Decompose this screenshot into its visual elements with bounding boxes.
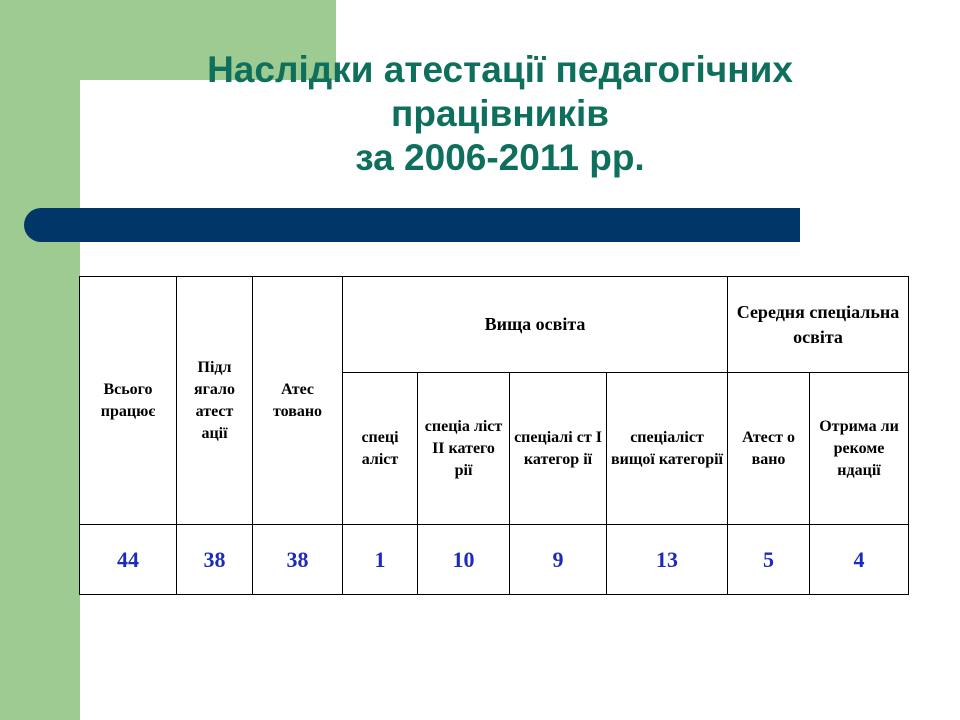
value-subject: 38 [177,525,253,595]
title-line-1: Наслідки атестації педагогічних [207,49,793,90]
header-secondary-education: Середня спеціальна освіта [728,277,909,373]
header-higher-education: Вища освіта [343,277,728,373]
value-secondary-recommended: 4 [810,525,909,595]
header-secondary-recommended: Отрима ли рекоме ндації [810,373,909,525]
title-line-2: працівників [391,93,609,134]
value-specialist-cat1: 9 [510,525,607,595]
attestation-table [79,276,909,595]
slide-title [150,48,850,180]
left-accent-bar [0,0,80,720]
header-total: Всього працює [80,277,177,525]
header-attested: Атес товано [253,277,343,525]
value-secondary-attested: 5 [728,525,810,595]
header-secondary-attested: Атест о вано [728,373,810,525]
header-specialist: спеці аліст [343,373,418,525]
value-total: 44 [80,525,177,595]
value-specialist-top: 13 [607,525,728,595]
value-specialist-cat2: 10 [418,525,510,595]
title-line-3: за 2006-2011 рр. [355,137,645,178]
header-specialist-cat2: спеціа ліст ІІ катего рії [418,373,510,525]
value-specialist: 1 [343,525,418,595]
header-specialist-top: спеціаліст вищої категорії [607,373,728,525]
title-divider-bar [24,208,800,242]
header-subject: Підл ягало атест ації [177,277,253,525]
value-attested: 38 [253,525,343,595]
header-specialist-cat1: спеціалі ст І категор ії [510,373,607,525]
